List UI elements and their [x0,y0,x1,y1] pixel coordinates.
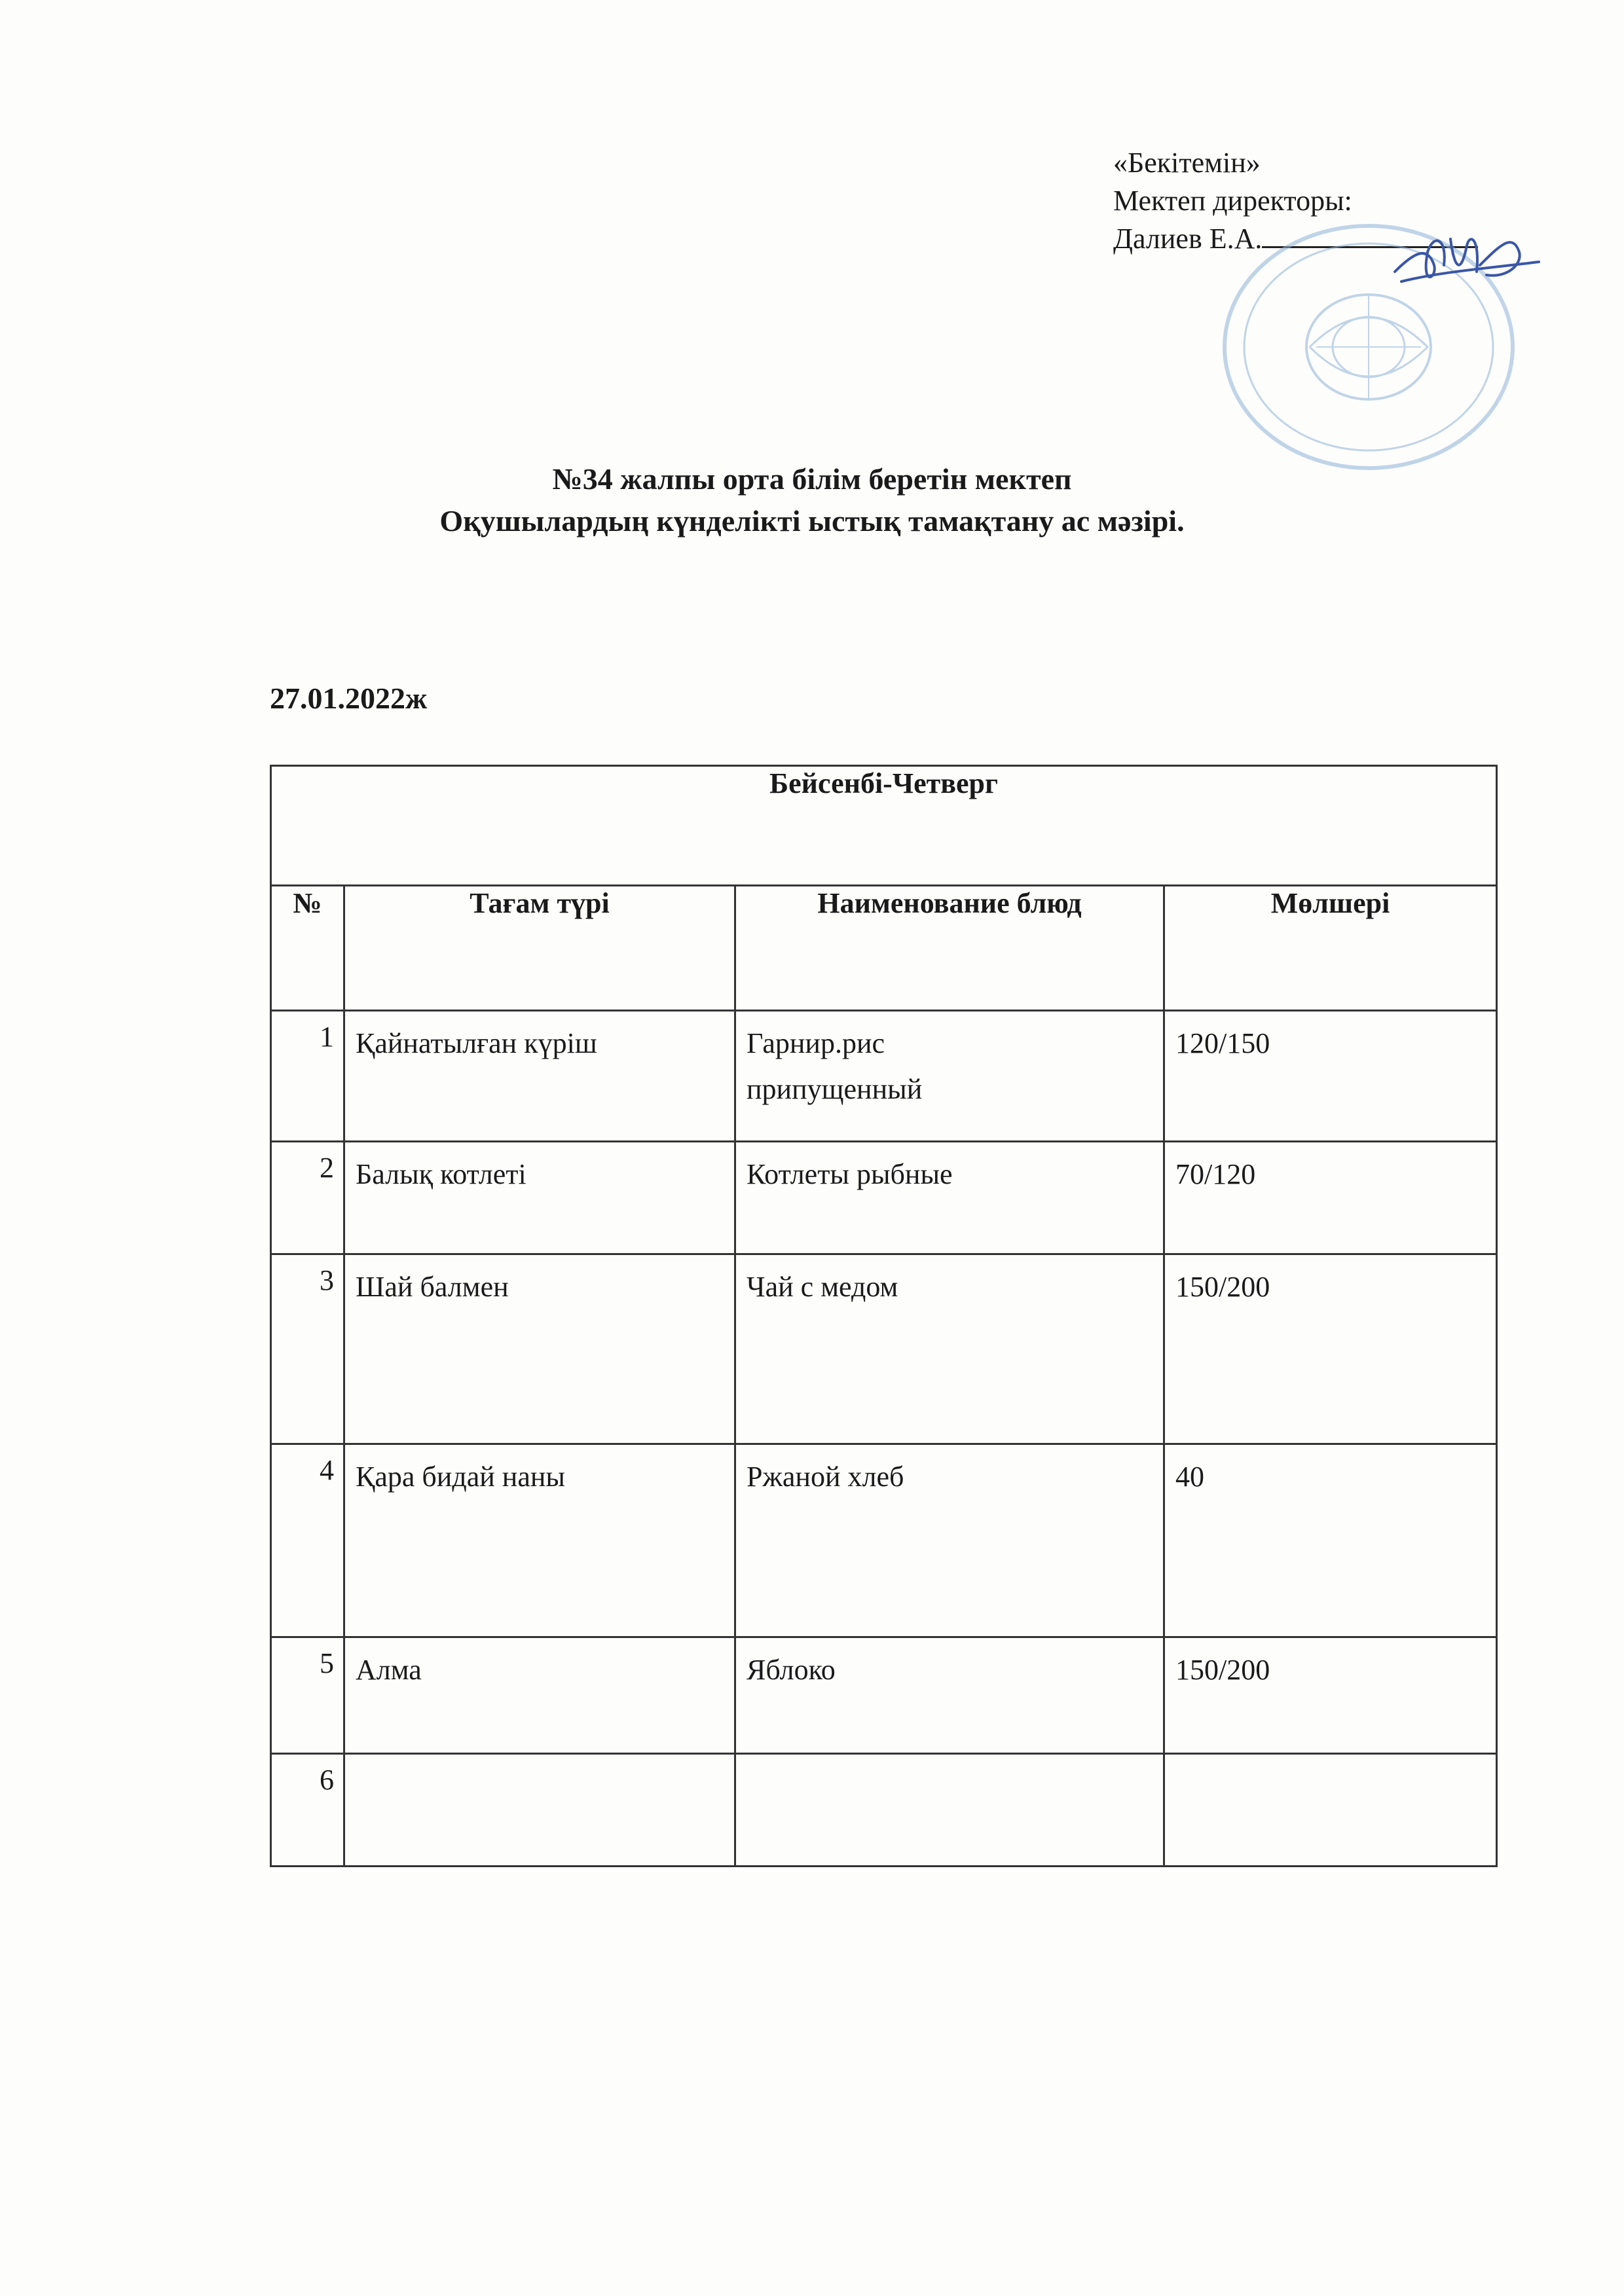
dish-amount: 40 [1164,1444,1497,1637]
dish-name: Чай с медом [735,1254,1164,1444]
dish-amount: 70/120 [1164,1142,1497,1254]
dish-name [735,1011,1164,1142]
header-amount: Мөлшері [1164,886,1497,1011]
dish-amount: 120/150 [1164,1011,1497,1142]
approval-position: Мектеп директоры: [1113,185,1352,217]
table-row [271,1444,1497,1637]
document-heading [0,458,1624,542]
dish-type: Алма [344,1637,735,1754]
row-number: 1 [271,1011,344,1142]
menu-title: Оқушылардың күнделікті ыстық тамақтану ас мәзірі. [439,504,1185,538]
dish-name: Котлеты рыбные [735,1142,1164,1254]
dish-amount [1164,1754,1497,1867]
menu-date: 27.01.2022ж [270,682,428,715]
dish-type: Балық котлеті [344,1142,735,1254]
dish-type: Шай балмен [344,1254,735,1444]
dish-name [735,1754,1164,1867]
dish-name: Яблоко [735,1637,1164,1754]
row-number: 6 [271,1754,344,1867]
table-row [271,1637,1497,1754]
header-dish-type: Тағам түрі [344,886,735,1011]
day-row [271,766,1497,886]
row-number: 2 [271,1142,344,1254]
row-number: 4 [271,1444,344,1637]
row-number: 3 [271,1254,344,1444]
dish-type [344,1754,735,1867]
table-row [271,1754,1497,1867]
director-name: Далиев Е.А. [1113,223,1263,255]
menu-table [270,765,1498,1867]
dish-type: Қайнатылған күріш [344,1011,735,1142]
day-of-week: Бейсенбі-Четверг [271,766,1497,886]
table-row [271,1254,1497,1444]
director-signature-icon [1388,226,1545,298]
table-row [271,1011,1497,1142]
dish-type: Қара бидай наны [344,1444,735,1637]
table-row [271,1142,1497,1254]
dish-name-line1: Гарнир.рис [747,1027,885,1059]
dish-amount: 150/200 [1164,1637,1497,1754]
dish-name: Ржаной хлеб [735,1444,1164,1637]
header-dish-name: Наименование блюд [735,886,1164,1011]
dish-amount: 150/200 [1164,1254,1497,1444]
approval-title: «Бекітемін» [1113,147,1261,179]
school-name: №34 жалпы орта білім беретін мектеп [552,462,1072,496]
dish-name-line2: припущенный [747,1073,923,1105]
header-number: № [271,886,344,1011]
row-number: 5 [271,1637,344,1754]
header-row [271,886,1497,1011]
